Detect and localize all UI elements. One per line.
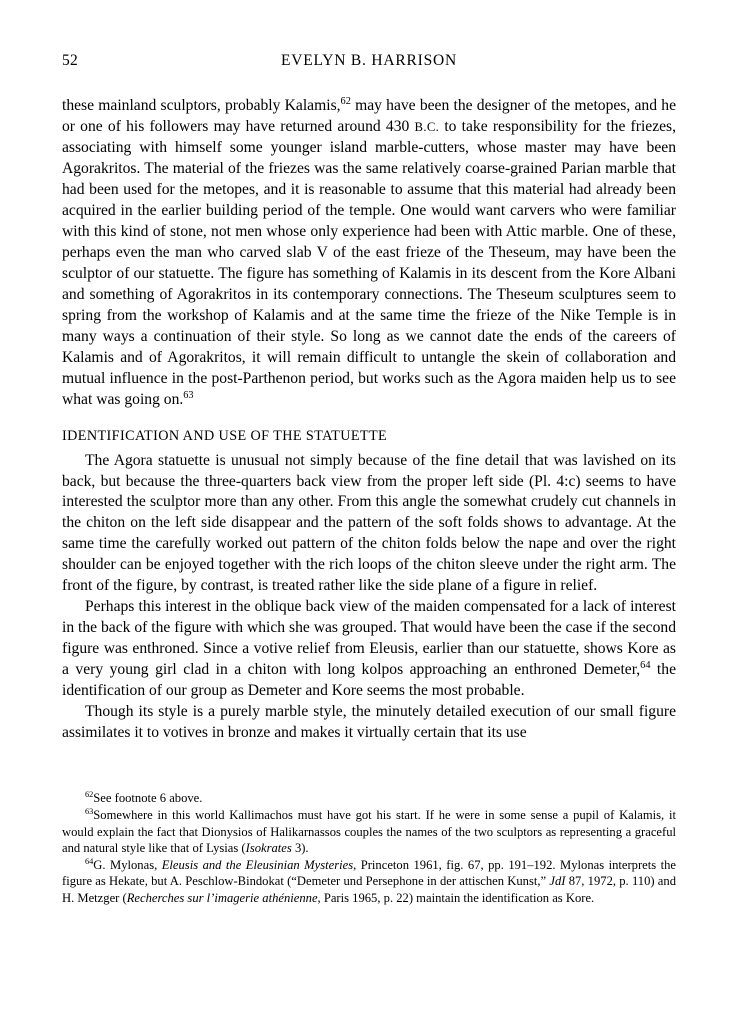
page-number: 52 [62,52,78,69]
paragraph-4: Though its style is a purely marble style, the minutely detailed execution of our small figure assimilates it to votives in bronze and makes it virtually certain that its use [62,703,676,742]
body-text [62,96,676,744]
footnote-63: $^{63}$Somewhere in this world Kallimachos must have got his start. If he were in some sense a pupil of Kalamis, it would explain the fact that Dionysios of Halikarnassos couples the names of the two sculptors as representing a graceful and natural style like that of Lysias (Isokrates 3). [62,807,676,855]
section-heading-label: IDENTIFICATION AND USE OF THE STATUETTE [62,427,388,444]
footnote-64: $^{64}$G. Mylonas, Eleusis and the Eleusinian Mysteries, Princeton 1961, fig. 67, pp. 191–192. Mylonas interprets the figure as Hekate, but A. Peschlow-Bindokat (“Demeter und Persephone in der attischen Kunst,” JdI 87, 1972, p. 110) and H. Metzger (Recherches sur l’imagerie athénienne, Paris 1965, p. 22) maintain the identification as Kore. [62,856,676,905]
section-heading [62,428,676,445]
footnotes [62,790,676,906]
paragraph-3: Perhaps this interest in the oblique back view of the maiden compensated for a lack of interest in the back of the figure with which she was grouped. That would have been the case if the second figure was enthroned. Since a votive relief from Eleusis, earlier than our statuette, shows Kore as a very young girl clad in a chiton with long kolpos approaching an enthroned Demeter,$^{64}$ the identification of our group as Demeter and Kore seems the most probable. [62,598,676,700]
paragraph-1: these mainland sculptors, probably Kalamis,$^{62}$ may have been the designer of the metopes, and he or one of his followers may have returned around 430 B.C. to take responsibility for the friezes, associating with himself some younger island marble-cutters, whose master may have been Agorakritos. The material of the friezes was the same relatively coarse-grained Parian marble that had been used for the metopes, and it is reasonable to assume that this material had already been acquired in the earlier building period of the temple. One would want carvers who were familiar with this kind of stone, not men whose only experience had been with Attic marble. One of these, perhaps even the man who carved slab V of the east frieze of the Theseum, may have been the sculptor of our statuette. The figure has something of Kalamis in its descent from the Kore Albani and something of Agorakritos in its contemporary connections. The Theseum sculptures seem to spring from the workshop of Kalamis and at the same time the frieze of the Nike Temple is in many ways a continuation of their style. So long as we cannot date the ends of the careers of Kalamis and of Agorakritos, it will remain difficult to untangle the skein of collaboration and mutual influence in the post-Parthenon period, but works such as the Agora maiden help us to see what was going on.$^{63}$ [62,95,677,408]
running-head-title: EVELYN B. HARRISON [280,52,458,69]
paragraph-2: The Agora statuette is unusual not simply because of the fine detail that was lavished on its back, but because the three-quarters back view from the proper left side (Pl. 4:c) seems to have interested the sculptor more than any other. From this angle the somewhat crudely cut channels in the chiton on the left side disappear and the pattern of the soft folds shows to advantage. At the same time the carefully worked out pattern of the chiton folds below the nape and over the right shoulder can be enjoyed together with the rich loops of the chiton sleeve under the right arm. The front of the figure, by contrast, is treated rather like the side plane of a figure in relief. [62,451,676,595]
running-head [62,52,676,78]
footnote-62: $^{62}$See footnote 6 above. [85,789,203,806]
